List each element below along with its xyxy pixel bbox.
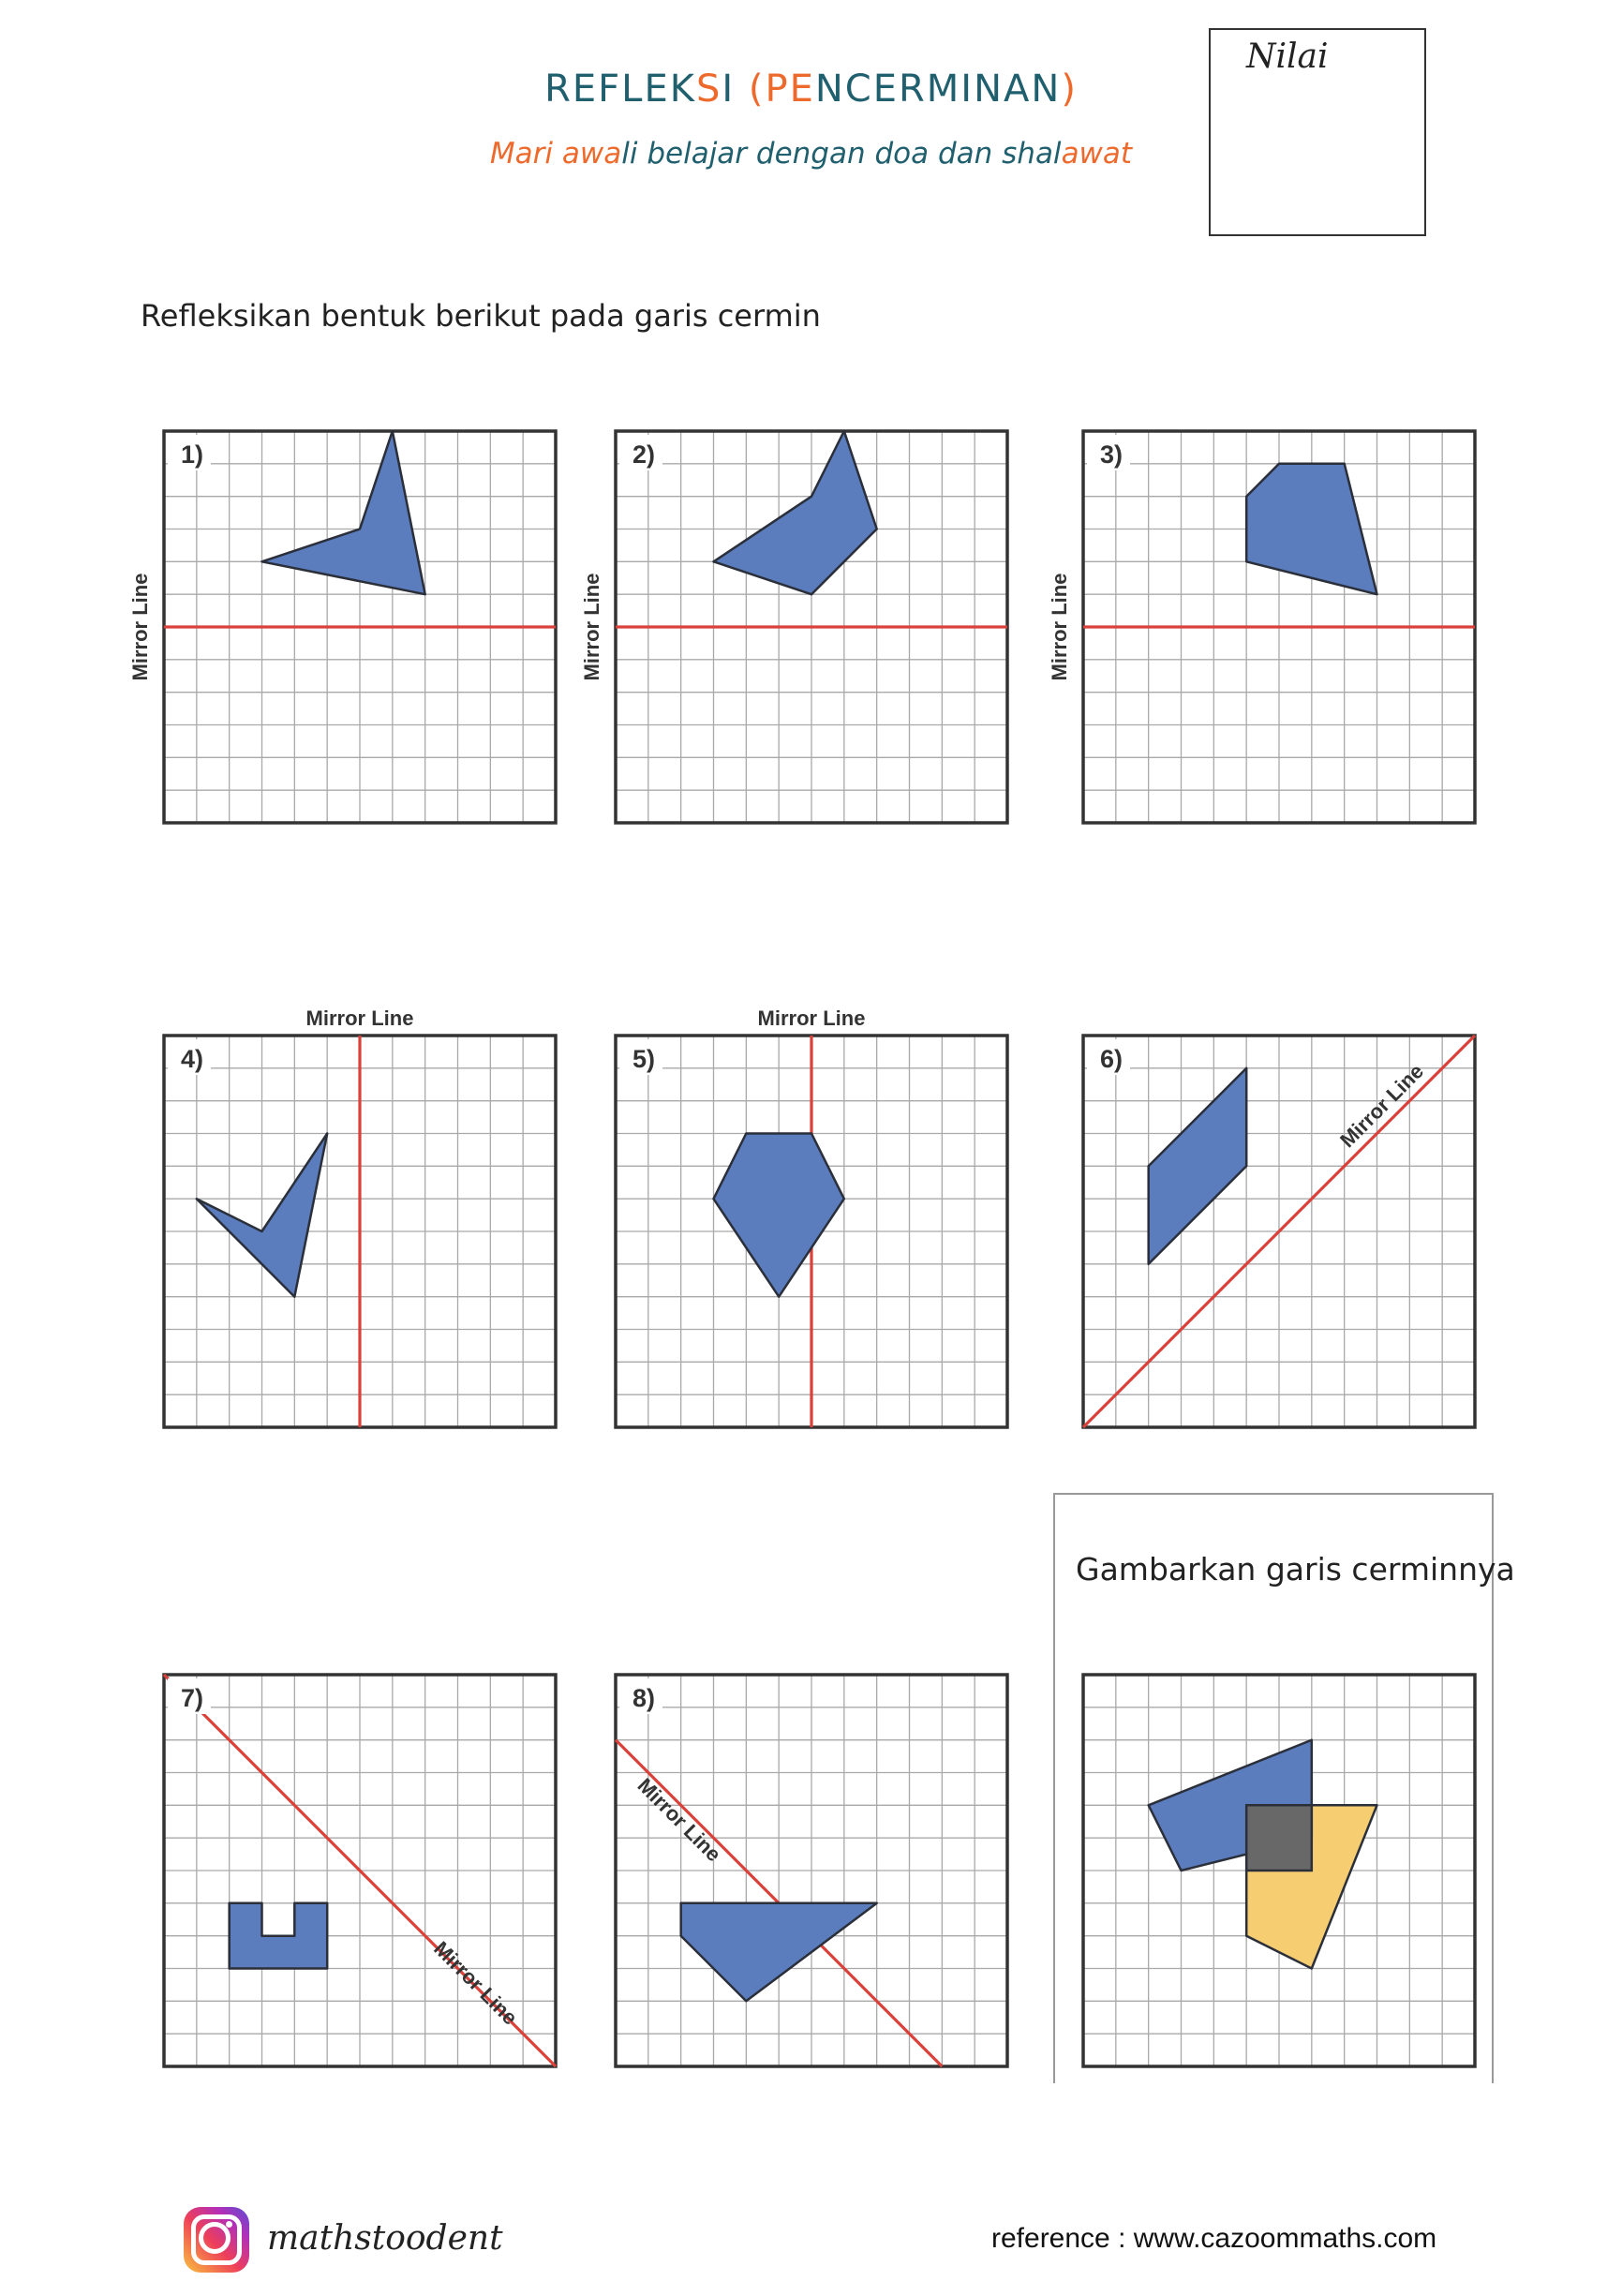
mirror-label: Mirror Line xyxy=(1335,1059,1429,1153)
shape-polygon xyxy=(1149,1068,1247,1264)
mirror-label: Mirror Line xyxy=(1048,573,1071,681)
shape-polygon xyxy=(230,1903,328,1969)
instruction-text: Refleksikan bentuk berikut pada garis cermin xyxy=(141,298,821,334)
footer-handle: mathstoodent xyxy=(267,2219,503,2258)
title-part: S xyxy=(695,67,722,111)
problem-label: 4) xyxy=(181,1045,204,1073)
title-part: I xyxy=(722,67,749,111)
problem-label: 6) xyxy=(1100,1045,1123,1073)
problem-label: 1) xyxy=(181,440,204,469)
problem-label: 7) xyxy=(181,1684,204,1712)
bonus-caption: Gambarkan garis cerminnya xyxy=(1076,1551,1515,1588)
title-part: NCERMINAN xyxy=(814,67,1062,111)
problem-label: 3) xyxy=(1100,440,1123,469)
mirror-label: Mirror Line xyxy=(128,573,152,681)
problem-label: 5) xyxy=(632,1045,656,1073)
grid-problem-8 xyxy=(616,1675,1007,2066)
problem-label: 2) xyxy=(632,440,656,469)
footer-reference: reference : www.cazoommaths.com xyxy=(991,2223,1437,2254)
mirror-label: Mirror Line xyxy=(580,573,603,681)
subtitle-part: awa xyxy=(561,137,622,171)
title-part: ) xyxy=(1061,67,1078,111)
shape-polygon xyxy=(262,431,425,594)
mirror-label: Mirror Line xyxy=(632,1773,726,1867)
overlap-shape xyxy=(1246,1805,1312,1871)
title-part: ( xyxy=(748,67,766,111)
subtitle-part: awat xyxy=(1061,137,1133,171)
subtitle-part: belajar dengan doa dan shal xyxy=(647,137,1062,171)
mirror-label: Mirror Line xyxy=(305,1006,414,1030)
title-part: PE xyxy=(765,67,815,111)
problem-label: 8) xyxy=(632,1684,656,1712)
title-part: REFLEK xyxy=(544,67,696,111)
subtitle-part: li xyxy=(621,137,647,171)
instagram-icon xyxy=(184,2207,249,2273)
mirror-label: Mirror Line xyxy=(757,1006,866,1030)
shape-polygon xyxy=(714,1134,844,1297)
shape-polygon xyxy=(1246,464,1376,594)
mirror-label: Mirror Line xyxy=(429,1936,523,2030)
subtitle-part: Mari xyxy=(489,137,562,171)
shape-polygon xyxy=(714,431,877,594)
score-label: Nilai xyxy=(1246,37,1329,76)
